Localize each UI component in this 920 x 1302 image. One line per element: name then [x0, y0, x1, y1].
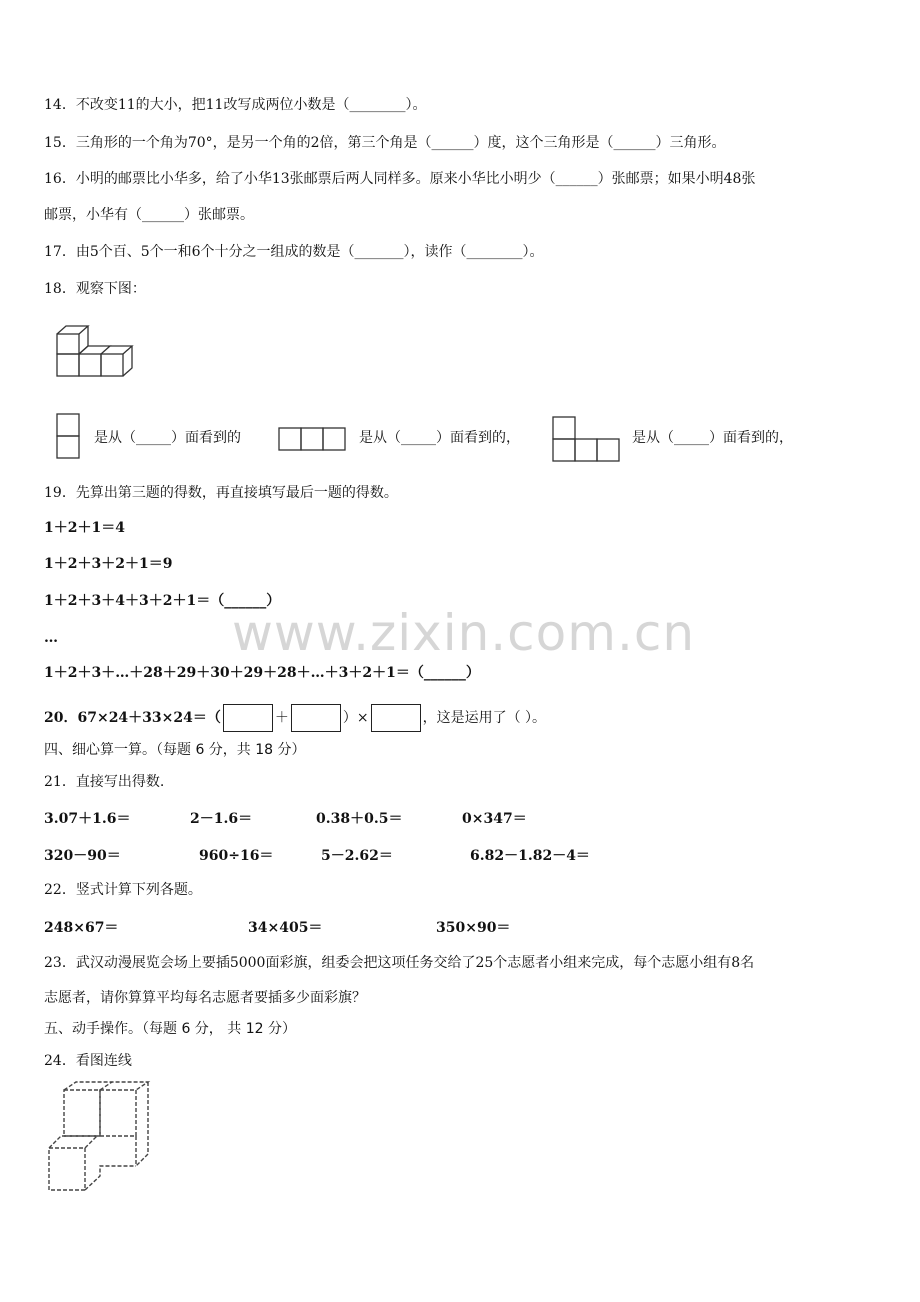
question-16-line1: 16．小明的邮票比小华多，给了小华13张邮票后两人同样多。原来小华比小明少（______）张邮票；如果小明48张	[44, 171, 756, 187]
q19-line-4: …	[44, 630, 58, 646]
q20-times: ）×	[342, 710, 369, 726]
question-16-line2: 邮票，小华有（______）张邮票。	[44, 207, 254, 223]
question-19: 19．先算出第三题的得数，再直接填写最后一题的得数。	[44, 485, 398, 501]
q20-prefix: 20．67×24＋33×24＝（	[44, 710, 221, 726]
q19-line-3: 1＋2＋3＋4＋3＋2＋1＝（______）	[44, 593, 281, 609]
q19-line-2: 1＋2＋3＋2＋1＝9	[44, 556, 173, 572]
view1-answer: 是从（_____）面看到的	[94, 430, 241, 446]
cube-figure	[44, 1080, 156, 1194]
answer-box-1[interactable]	[223, 704, 273, 732]
question-21: 21．直接写出得数.	[44, 774, 165, 790]
q20-plus: ＋	[274, 710, 289, 726]
question-23-line2: 志愿者，请你算算平均每名志愿者要插多少面彩旗？	[44, 990, 366, 1006]
question-14: 14．不改变11的大小，把11改写成两位小数是（________）。	[44, 97, 427, 113]
side-view-figure	[277, 426, 349, 452]
q21-item: 5－2.62＝	[321, 848, 393, 864]
question-18: 18．观察下图：	[44, 281, 146, 297]
watermark: www.zixin.com.cn	[232, 604, 696, 662]
question-17: 17．由5个百、5个一和6个十分之一组成的数是（_______），读作（________）。	[44, 244, 544, 260]
question-23-line1: 23．武汉动漫展览会场上要插5000面彩旗，组委会把这项任务交给了25个志愿者小组来完成，每个志愿小组有8名	[44, 955, 755, 971]
q21-item: 2－1.6＝	[190, 811, 253, 827]
q20-suffix: ，这是运用了（ ）。	[422, 710, 547, 726]
question-20	[44, 704, 546, 732]
section-5-heading: 五、动手操作。（每题 6 分， 共 12 分）	[44, 1021, 296, 1037]
q22-item: 248×67＝	[44, 920, 119, 936]
q19-line-1: 1＋2＋1＝4	[44, 520, 125, 536]
q22-item: 34×405＝	[248, 920, 323, 936]
view3-answer: 是从（_____）面看到的，	[632, 430, 793, 446]
question-24: 24．看图连线	[44, 1053, 132, 1069]
q21-item: 3.07＋1.6＝	[44, 811, 131, 827]
section-4-heading: 四、细心算一算。（每题 6 分，共 18 分）	[44, 742, 306, 758]
top-view-figure	[550, 414, 624, 466]
front-view-figure	[55, 412, 81, 460]
q21-item: 0.38＋0.5＝	[316, 811, 403, 827]
q21-item: 960÷16＝	[199, 848, 274, 864]
q19-line-5: 1＋2＋3＋…＋28＋29＋30＋29＋28＋…＋3＋2＋1＝（______）	[44, 665, 480, 681]
q22-item: 350×90＝	[436, 920, 511, 936]
q21-item: 320－90＝	[44, 848, 121, 864]
cube-stack-figure	[52, 318, 142, 382]
answer-box-3[interactable]	[371, 704, 421, 732]
q21-item: 0×347＝	[462, 811, 527, 827]
question-15: 15．三角形的一个角为70°，是另一个角的2倍，第三个角是（______）度，这个三角形是（______）三角形。	[44, 135, 726, 151]
view2-answer: 是从（_____）面看到的，	[359, 430, 520, 446]
q21-item: 6.82－1.82－4＝	[470, 848, 590, 864]
answer-box-2[interactable]	[291, 704, 341, 732]
question-22: 22．竖式计算下列各题。	[44, 882, 202, 898]
